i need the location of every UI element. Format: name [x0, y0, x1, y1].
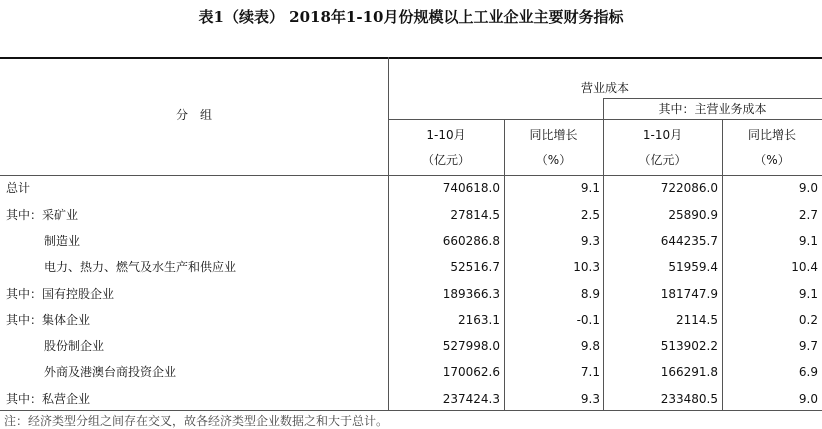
row-6-label: 股份制企业 [44, 339, 105, 353]
row-5-main-cost: 2114.5 [676, 313, 718, 327]
row-4-cost-growth: 8.9 [580, 287, 600, 301]
row-6-main-growth: 9.7 [798, 339, 818, 353]
row-0-main-growth: 9.0 [798, 181, 818, 195]
row-0-cost: 740618.0 [442, 181, 500, 195]
row-5-cost: 2163.1 [458, 313, 500, 327]
row-1-label: 其中：采矿业 [6, 208, 79, 222]
row-4-cost: 189366.3 [442, 287, 500, 301]
header-group: 分 组 [175, 108, 212, 122]
row-5-label: 其中：集体企业 [6, 313, 91, 327]
table-footnote: 注：经济类型分组之间存在交叉，故各经济类型企业数据之和大于总计。 [4, 414, 389, 428]
header-mid-rule [388, 119, 822, 120]
header-operating-cost: 营业成本 [580, 81, 629, 95]
header-unit-pct-2: （%） [754, 153, 790, 167]
row-3-cost-growth: 10.3 [573, 260, 600, 274]
row-8-main-growth: 9.0 [798, 392, 818, 406]
row-6-cost-growth: 9.8 [580, 339, 600, 353]
row-6-main-cost: 513902.2 [660, 339, 718, 353]
row-4-label: 其中：国有控股企业 [6, 287, 115, 301]
row-1-cost: 27814.5 [450, 208, 500, 222]
subheader-rule [603, 98, 822, 99]
row-1-main-cost: 25890.9 [668, 208, 718, 222]
row-1-cost-growth: 2.5 [580, 208, 600, 222]
row-2-cost-growth: 9.3 [580, 234, 600, 248]
row-6-cost: 527998.0 [442, 339, 500, 353]
row-8-label: 其中：私营企业 [6, 392, 91, 406]
row-2-cost: 660286.8 [442, 234, 500, 248]
row-0-main-cost: 722086.0 [660, 181, 718, 195]
header-unit-value-1: （亿元） [421, 153, 470, 167]
header-unit-value-2: （亿元） [638, 153, 687, 167]
row-7-cost-growth: 7.1 [580, 365, 600, 379]
row-5-cost-growth: -0.1 [576, 313, 600, 327]
header-main-cost: 其中：主营业务成本 [658, 102, 767, 116]
table-top-rule [0, 57, 822, 59]
table-title: 表1（续表） 2018年1-10月份规模以上工业企业主要财务指标 [198, 8, 624, 26]
divider-label [388, 57, 389, 410]
row-2-label: 制造业 [44, 234, 81, 248]
row-2-main-growth: 9.1 [798, 234, 818, 248]
row-1-main-growth: 2.7 [798, 208, 818, 222]
row-7-label: 外商及港澳台商投资企业 [44, 365, 177, 379]
divider-main [603, 98, 604, 410]
row-5-main-growth: 0.2 [798, 313, 818, 327]
row-7-cost: 170062.6 [442, 365, 500, 379]
row-3-cost: 52516.7 [450, 260, 500, 274]
row-4-main-cost: 181747.9 [660, 287, 718, 301]
row-7-main-cost: 166291.8 [660, 365, 718, 379]
header-bottom-rule [0, 175, 822, 176]
row-3-main-growth: 10.4 [791, 260, 818, 274]
row-0-label: 总计 [6, 181, 31, 195]
row-7-main-growth: 6.9 [798, 365, 818, 379]
row-3-main-cost: 51959.4 [668, 260, 718, 274]
row-0-cost-growth: 9.1 [580, 181, 600, 195]
row-8-cost: 237424.3 [442, 392, 500, 406]
header-growth-2: 同比增长 [747, 128, 796, 142]
row-8-cost-growth: 9.3 [580, 392, 600, 406]
header-growth-1: 同比增长 [529, 128, 578, 142]
row-8-main-cost: 233480.5 [660, 392, 718, 406]
table-bottom-rule [0, 410, 822, 411]
row-2-main-cost: 644235.7 [660, 234, 718, 248]
header-unit-pct-1: （%） [535, 153, 572, 167]
header-period-2: 1-10月 [642, 128, 683, 142]
row-3-label: 电力、热力、燃气及水生产和供应业 [44, 260, 237, 274]
row-4-main-growth: 9.1 [798, 287, 818, 301]
header-period-1: 1-10月 [426, 128, 466, 142]
